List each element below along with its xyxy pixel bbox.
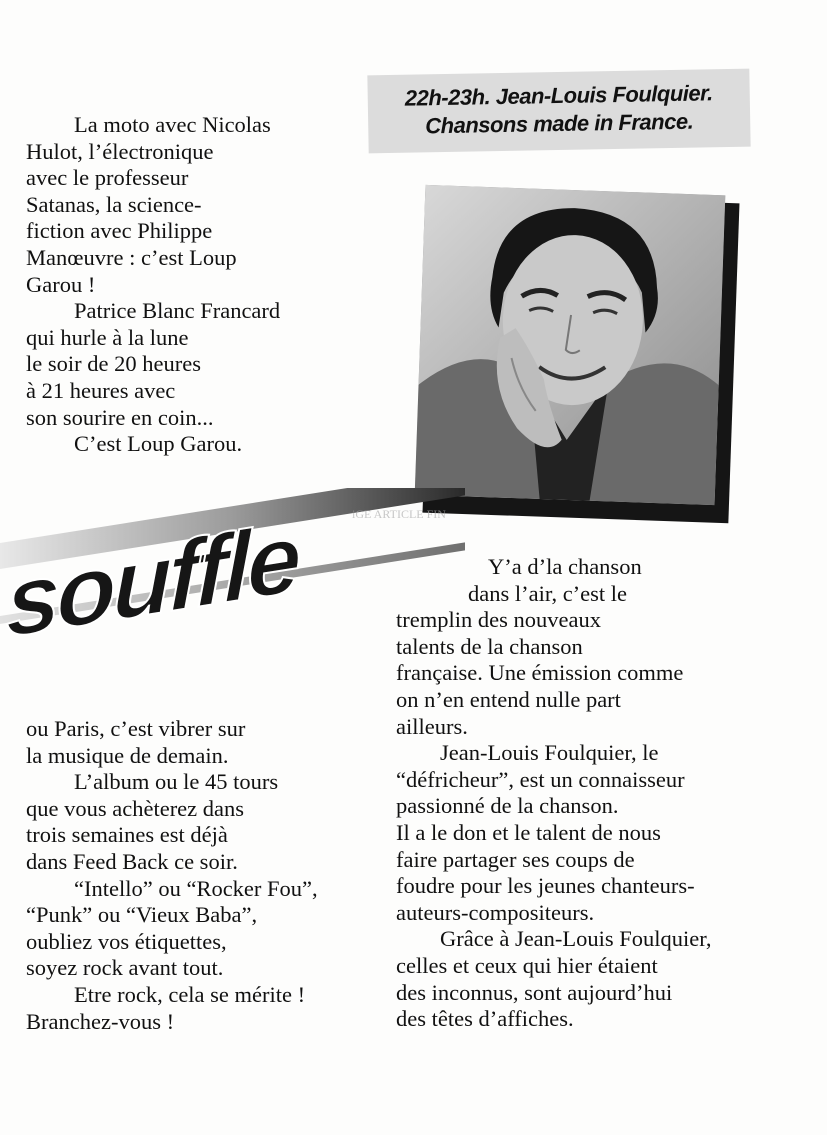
loup-garou-paragraph (26, 112, 280, 458)
text-line: Grâce à Jean-Louis Foulquier, (440, 926, 712, 952)
text-line: ailleurs. (396, 713, 468, 739)
text-line: “Punk” ou “Vieux Baba”, (26, 902, 258, 928)
text-line: auteurs-compositeurs. (396, 899, 595, 925)
text-line: trois semaines est déjà (26, 822, 228, 848)
text-line: que vous achèterez dans (26, 795, 245, 821)
text-line: des inconnus, sont aujourd’hui (396, 979, 673, 1005)
text-line: on n’en entend nulle part (396, 686, 621, 712)
headline-line-2: Chansons made in France. (425, 108, 694, 139)
souffle-wordmark: souffle (6, 502, 298, 658)
text-line: faire partager ses coups de (396, 846, 635, 872)
text-line: “Intello” ou “Rocker Fou”, (74, 875, 318, 901)
text-line: dans Feed Back ce soir. (26, 848, 238, 874)
text-line: ou Paris, c’est vibrer sur (26, 716, 246, 741)
host-photo (420, 190, 738, 520)
text-line: des têtes d’affiches. (396, 1006, 574, 1032)
text-line: L’album ou le 45 tours (74, 769, 279, 795)
text-line: Etre rock, cela se mérite ! (74, 981, 306, 1007)
stamp-text: iGE ARTICLE FIN (352, 507, 446, 521)
text-line: qui hurle à la lune (26, 324, 189, 350)
text-line: le soir de 20 heures (26, 351, 201, 377)
text-line: la musique de demain. (26, 742, 229, 768)
text-line: française. Une émission comme (396, 660, 684, 686)
text-line: Branchez-vous ! (26, 1008, 175, 1034)
text-line: foudre pour les jeunes chanteurs- (396, 873, 695, 899)
portrait-illustration (415, 185, 726, 505)
text-line: fiction avec Philippe (26, 218, 213, 244)
text-line: Jean-Louis Foulquier, le (440, 740, 659, 766)
text-line: Garou ! (26, 271, 96, 297)
text-line: tremplin des nouveaux (396, 607, 601, 633)
text-line: soyez rock avant tout. (26, 955, 224, 981)
text-line: oubliez vos étiquettes, (26, 928, 227, 954)
text-line: passionné de la chanson. (396, 793, 619, 819)
text-line: Il a le don et le talent de nous (396, 819, 661, 845)
text-line: Hulot, l’électronique (26, 138, 214, 164)
text-line: son sourire en coin... (26, 404, 214, 430)
text-line: Satanas, la science- (26, 191, 202, 217)
headline-line-1: 22h-23h. Jean-Louis Foulquier. (404, 80, 713, 111)
text-line: celles et ceux qui hier étaient (396, 952, 658, 978)
text-line: La moto avec Nicolas (74, 112, 271, 137)
text-line: dans l’air, c’est le (468, 580, 628, 606)
portrait-photo (415, 185, 726, 505)
text-line: à 21 heures avec (26, 377, 176, 403)
program-headline (367, 69, 750, 154)
text-line: C’est Loup Garou. (74, 431, 243, 457)
text-line: Manœuvre : c’est Loup (26, 244, 237, 270)
text-line: “défricheur”, est un connaisseur (396, 766, 685, 792)
text-line: Y’a d’la chanson (488, 554, 642, 579)
chanson-paragraph (396, 554, 712, 1033)
text-line: avec le professeur (26, 165, 189, 191)
text-line: talents de la chanson (396, 633, 583, 659)
text-line: Patrice Blanc Francard (74, 298, 281, 324)
feed-back-paragraph (26, 716, 318, 1035)
